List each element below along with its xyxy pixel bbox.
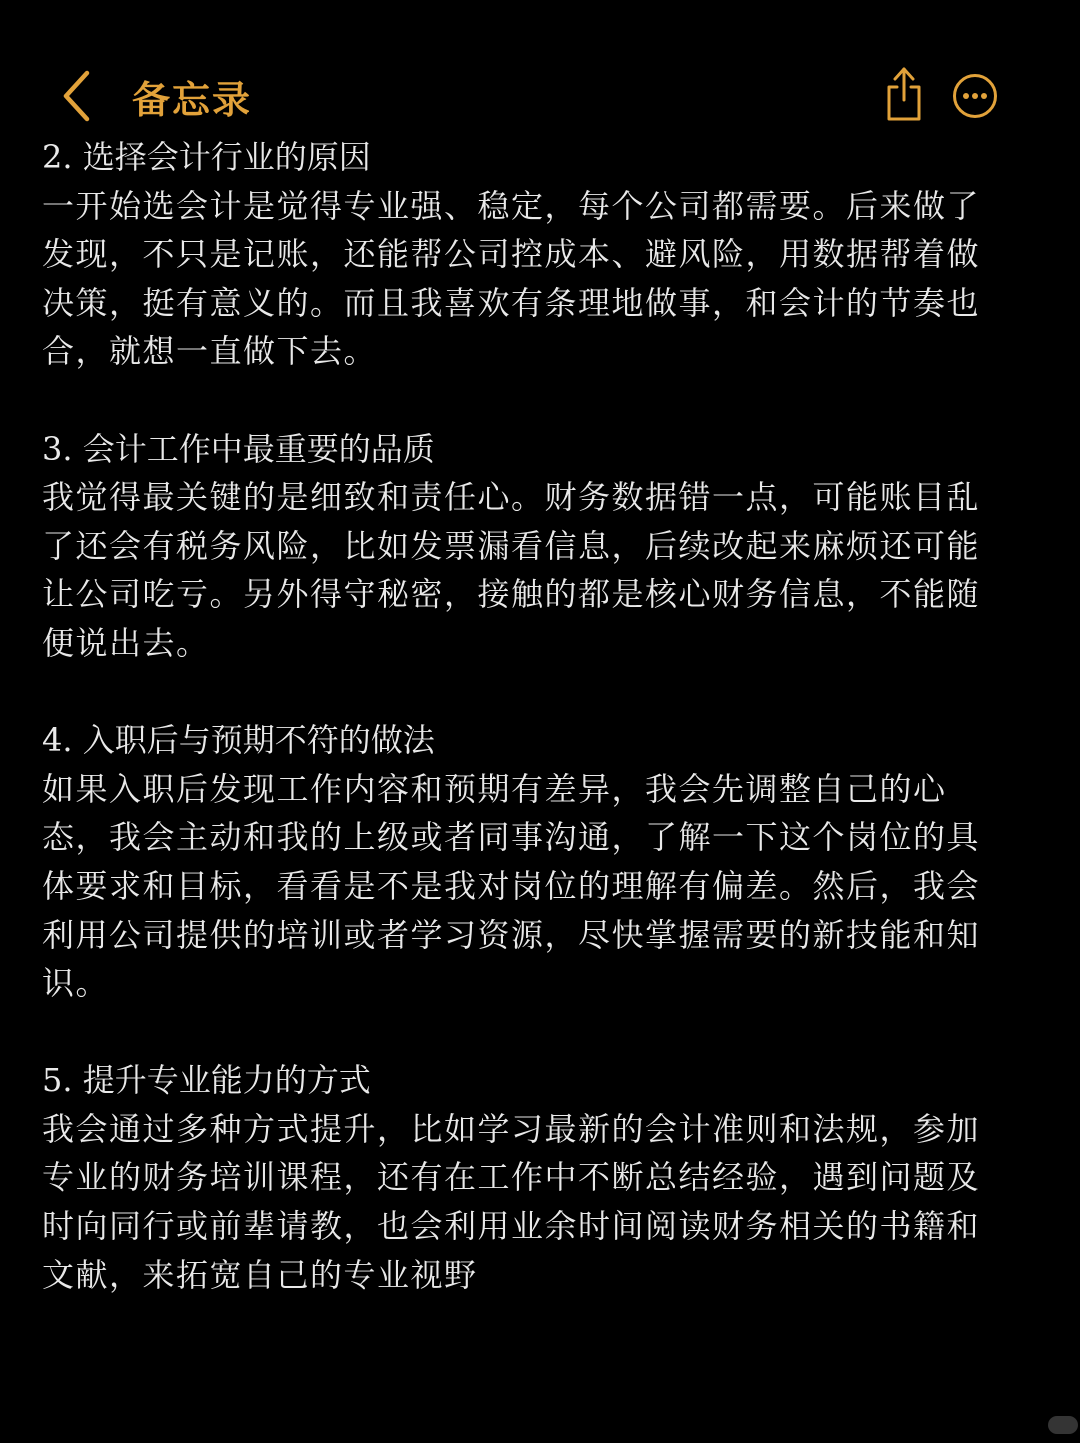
paragraph-line: 体要求和目标，看看是不是我对岗位的理解有偏差。然后，我会 <box>42 866 981 905</box>
watermark-logo <box>1048 1416 1078 1434</box>
section-heading: 5. 提升专业能力的方式 <box>42 1061 371 1100</box>
share-icon <box>884 66 924 122</box>
paragraph-line: 了还会有税务风险，比如发票漏看信息，后续改起来麻烦还可能 <box>42 526 981 565</box>
paragraph-line: 利用公司提供的培训或者学习资源，尽快掌握需要的新技能和知 <box>42 915 981 954</box>
more-icon <box>951 72 999 120</box>
note-section <box>42 1056 1038 1299</box>
paragraph-line: 文献，来拓宽自己的专业视野 <box>42 1255 478 1294</box>
back-button[interactable] <box>62 56 252 136</box>
paragraph-line: 合，就想一直做下去。 <box>42 332 378 371</box>
paragraph-line: 时向同行或前辈请教，也会利用业余时间阅读财务相关的书籍和 <box>42 1207 981 1246</box>
chevron-left-icon <box>62 70 92 122</box>
note-section <box>42 716 1038 1008</box>
paragraph-line: 态，我会主动和我的上级或者同事沟通，了解一下这个岗位的具 <box>42 818 981 857</box>
paragraph-line: 便说出去。 <box>42 623 210 662</box>
paragraph-line: 我觉得最关键的是细致和责任心。财务数据错一点，可能账目乱 <box>42 478 981 517</box>
section-heading: 2. 选择会计行业的原因 <box>42 138 371 176</box>
section-heading: 3. 会计工作中最重要的品质 <box>42 429 435 468</box>
paragraph-line: 一开始选会计是觉得专业强、稳定，每个公司都需要。后来做了 <box>42 186 981 225</box>
paragraph-line: 让公司吃亏。另外得守秘密，接触的都是核心财务信息，不能随 <box>42 575 981 614</box>
paragraph-line: 如果入职后发现工作内容和预期有差异，我会先调整自己的心 <box>42 769 947 808</box>
share-button[interactable] <box>884 66 924 122</box>
back-label: 备忘录 <box>132 77 253 122</box>
navigation-bar <box>0 0 1080 135</box>
paragraph-line: 我会通过多种方式提升，比如学习最新的会计准则和法规，参加 <box>42 1109 981 1148</box>
note-section <box>42 133 1038 376</box>
paragraph-line: 决策，挺有意义的。而且我喜欢有条理地做事，和会计的节奏也 <box>42 283 981 322</box>
more-options-button[interactable] <box>951 72 999 120</box>
section-heading: 4. 入职后与预期不符的做法 <box>42 721 435 760</box>
note-body[interactable] <box>42 133 1038 1348</box>
paragraph-line: 发现，不只是记账，还能帮公司控成本、避风险，用数据帮着做 <box>42 235 981 274</box>
paragraph-line: 专业的财务培训课程，还有在工作中不断总结经验，遇到问题及 <box>42 1158 981 1197</box>
paragraph-line: 识。 <box>42 964 110 1003</box>
note-section <box>42 425 1038 668</box>
